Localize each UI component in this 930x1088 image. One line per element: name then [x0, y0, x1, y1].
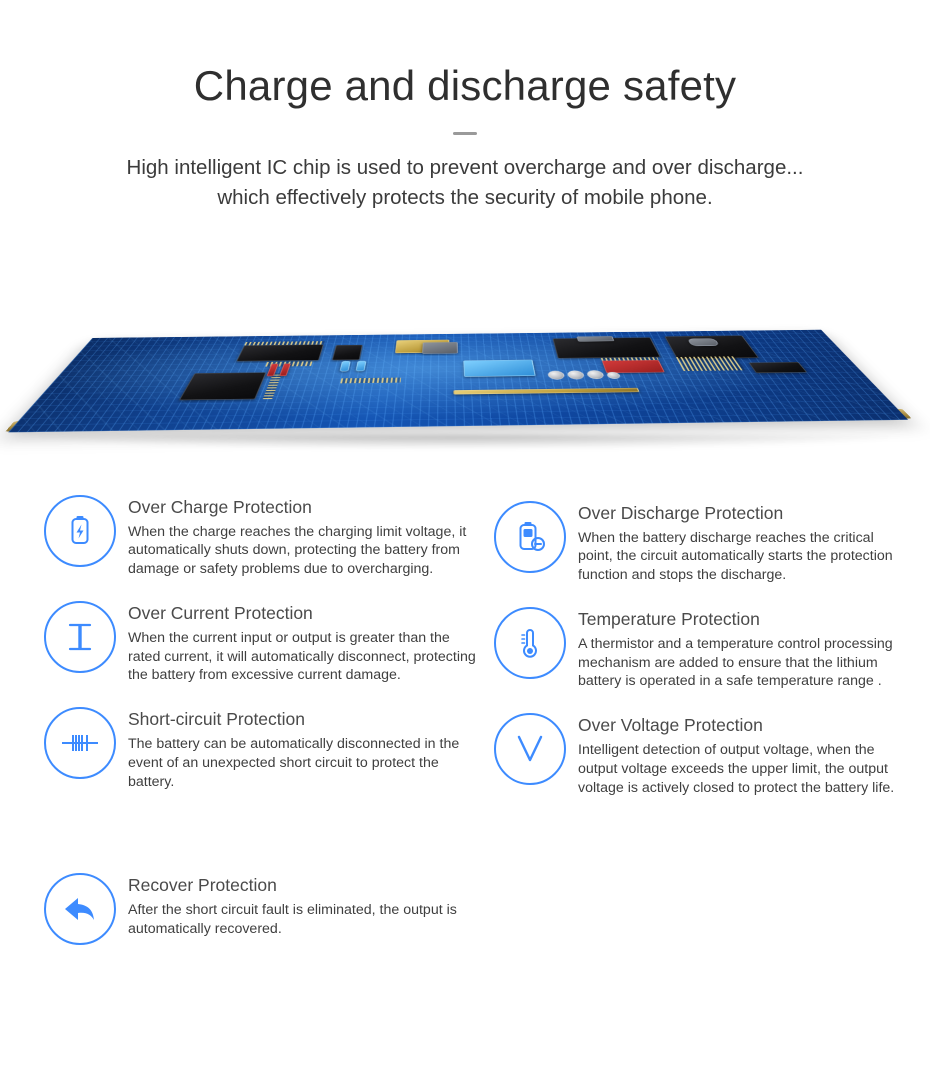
feature-title: Short-circuit Protection [128, 709, 306, 730]
short-circuit-icon [44, 707, 116, 779]
feature-over-current-protection [44, 601, 484, 685]
feature-recover-protection [44, 873, 484, 945]
pcb-glow [8, 329, 908, 432]
pcb-pins [676, 356, 745, 371]
feature-description: After the short circuit fault is eliminated, the output is automatically recovered. [128, 902, 457, 938]
pcb-connector [749, 362, 808, 373]
pcb-chip [332, 345, 363, 360]
feature-title: Recover Protection [128, 875, 277, 896]
feature-title: Over Voltage Protection [578, 715, 763, 736]
header [0, 0, 930, 213]
pcb-pins [244, 341, 325, 345]
features-column-right [494, 501, 906, 816]
pcb-chip [602, 360, 665, 373]
feature-text [128, 601, 484, 685]
feature-text [578, 607, 906, 691]
pcb-pins [340, 377, 401, 383]
feature-title: Over Charge Protection [128, 496, 312, 517]
board-shadow [40, 435, 890, 449]
feature-title: Temperature Protection [578, 608, 760, 629]
battery-discharge-icon [494, 501, 566, 573]
recover-arrow-icon [44, 873, 116, 945]
pcb-chip [236, 344, 323, 361]
pcb-chip [422, 342, 458, 354]
pcb-chip [179, 372, 266, 400]
feature-description: When the current input or output is greater than the rated current, it will automatically disconnect, protecting the battery from excessive current damage. [128, 629, 476, 684]
pcb-chip [577, 336, 615, 341]
pcb-illustration [0, 239, 930, 469]
page-title: Charge and discharge safety [193, 62, 737, 109]
feature-over-discharge-protection [494, 501, 906, 585]
feature-description: When the battery discharge reaches the critical point, the circuit automatically starts the protection function and stops the discharge. [578, 529, 893, 584]
current-meter-icon [44, 601, 116, 673]
feature-text [128, 707, 484, 791]
feature-text [578, 713, 906, 797]
voltage-v-icon [494, 713, 566, 785]
feature-short-circuit-protection [44, 707, 484, 791]
feature-title: Over Current Protection [128, 602, 313, 623]
feature-description: A thermistor and a temperature control processing mechanism are added to ensure that the lithium battery is operated in a safe temperature range . [578, 635, 893, 690]
feature-over-charge-protection [44, 495, 484, 579]
pcb-chip [463, 359, 535, 376]
thermometer-icon [494, 607, 566, 679]
feature-text [128, 495, 484, 579]
page-subtitle: High intelligent IC chip is used to prevent overcharge and over discharge... which effectively protects the security of mobile phone. [126, 156, 804, 210]
features-column-left [44, 495, 484, 964]
pcb-pins [601, 357, 659, 360]
feature-title: Over Discharge Protection [578, 502, 784, 523]
circuit-board-image [0, 239, 930, 469]
pcb-chip [687, 338, 720, 346]
battery-charge-icon [44, 495, 116, 567]
feature-description: The battery can be automatically disconnected in the event of an unexpected short circuit to protect the battery. [128, 736, 460, 790]
feature-text [128, 873, 484, 938]
feature-over-voltage-protection [494, 713, 906, 797]
pcb-surface [8, 329, 908, 432]
feature-text [578, 501, 906, 585]
feature-description: Intelligent detection of output voltage, when the output voltage exceeds the upper limit, the output voltage is actively closed to protect the battery life. [578, 742, 895, 796]
feature-temperature-protection [494, 607, 906, 691]
title-divider [453, 132, 477, 135]
feature-description: When the charge reaches the charging limit voltage, it automatically shuts down, protecting the battery from damage or safety problems due to overcharging. [128, 523, 467, 578]
